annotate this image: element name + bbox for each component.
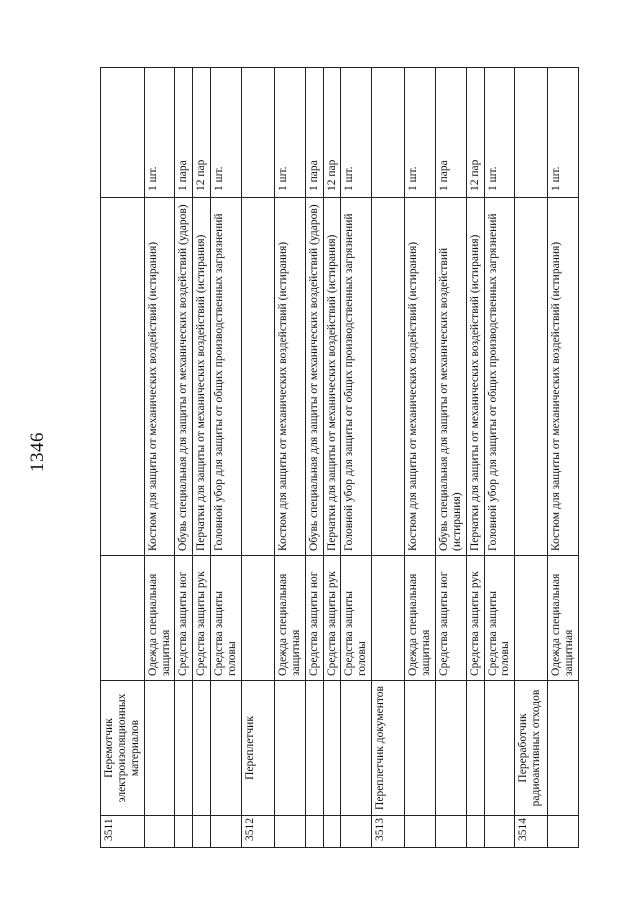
profession-code [323,816,341,848]
table-row [323,68,341,848]
table-row [193,68,211,848]
table-row [484,68,515,848]
rotated-table-wrapper [100,68,576,848]
ppe-item: Головной убор для защиты от общих производственных загрязнений [341,198,372,556]
profession-code [484,816,515,848]
table-row [405,68,436,848]
profession-name [466,681,484,816]
profession-code [435,816,466,848]
ppe-category [372,556,405,681]
table-row [466,68,484,848]
profession-name [323,681,341,816]
profession-code [175,816,193,848]
ppe-quantity: 12 пар [193,68,211,198]
profession-name: Переплетчик документов [372,681,405,816]
profession-code [466,816,484,848]
ppe-item: Головной убор для защиты от общих производственных загрязнений [484,198,515,556]
ppe-quantity: 1 шт. [211,68,242,198]
ppe-category [241,556,274,681]
ppe-item [101,198,145,556]
ppe-item: Головной убор для защиты от общих производственных загрязнений [211,198,242,556]
ppe-item: Перчатки для защиты от механических воздействий (истирания) [193,198,211,556]
profession-code [548,816,579,848]
ppe-item: Перчатки для защиты от механических воздействий (истирания) [323,198,341,556]
ppe-norms-table [100,67,579,848]
profession-name [548,681,579,816]
ppe-quantity: 1 шт. [405,68,436,198]
ppe-quantity: 1 пара [435,68,466,198]
table-row [274,68,305,848]
profession-name [193,681,211,816]
profession-code [144,816,175,848]
profession-name [274,681,305,816]
profession-code [341,816,372,848]
ppe-quantity: 1 пара [305,68,323,198]
profession-name [341,681,372,816]
profession-name [484,681,515,816]
profession-name [211,681,242,816]
profession-header-row [372,68,405,848]
profession-code: 3512 [241,816,274,848]
ppe-category: Одежда специальная защитная [274,556,305,681]
ppe-item [515,198,548,556]
profession-name [305,681,323,816]
ppe-quantity [515,68,548,198]
table-row [305,68,323,848]
table-row [211,68,242,848]
ppe-item: Перчатки для защиты от механических воздействий (истирания) [466,198,484,556]
table-row [435,68,466,848]
ppe-category: Средства защиты головы [484,556,515,681]
table-row [548,68,579,848]
ppe-category: Одежда специальная защитная [405,556,436,681]
table-body [101,68,579,848]
profession-name: Перемотчик электроизоляционных материалов [101,681,145,816]
ppe-category: Средства защиты ног [305,556,323,681]
ppe-quantity [241,68,274,198]
profession-header-row [241,68,274,848]
ppe-item: Обувь специальная для защиты от механических воздействий (истирания) [435,198,466,556]
profession-code: 3514 [515,816,548,848]
profession-header-row [101,68,145,848]
ppe-quantity: 1 шт. [548,68,579,198]
ppe-category [515,556,548,681]
profession-code [211,816,242,848]
profession-code [274,816,305,848]
profession-code [305,816,323,848]
ppe-quantity [372,68,405,198]
ppe-quantity: 12 пар [466,68,484,198]
ppe-quantity: 1 шт. [144,68,175,198]
ppe-category: Средства защиты рук [193,556,211,681]
ppe-category: Одежда специальная защитная [548,556,579,681]
page-number: 1346 [27,432,48,472]
profession-code: 3513 [372,816,405,848]
ppe-item: Костюм для защиты от механических воздействий (истирания) [274,198,305,556]
ppe-category: Средства защиты головы [211,556,242,681]
ppe-item [241,198,274,556]
ppe-category: Средства защиты ног [435,556,466,681]
ppe-quantity: 1 шт. [341,68,372,198]
ppe-item: Обувь специальная для защиты от механических воздействий (ударов) [305,198,323,556]
ppe-item: Костюм для защиты от механических воздействий (истирания) [405,198,436,556]
ppe-quantity: 1 пара [175,68,193,198]
profession-name [405,681,436,816]
ppe-quantity: 1 шт. [274,68,305,198]
ppe-quantity [101,68,145,198]
profession-code [405,816,436,848]
ppe-category: Средства защиты головы [341,556,372,681]
profession-name [435,681,466,816]
ppe-category [101,556,145,681]
ppe-category: Средства защиты рук [466,556,484,681]
profession-name [175,681,193,816]
ppe-item: Обувь специальная для защиты от механических воздействий (ударов) [175,198,193,556]
ppe-item: Костюм для защиты от механических воздействий (истирания) [548,198,579,556]
ppe-category: Средства защиты ног [175,556,193,681]
profession-name: Переплетчик [241,681,274,816]
ppe-quantity: 12 пар [323,68,341,198]
profession-header-row [515,68,548,848]
ppe-item: Костюм для защиты от механических воздействий (истирания) [144,198,175,556]
ppe-category: Одежда специальная защитная [144,556,175,681]
profession-code [193,816,211,848]
profession-code: 3511 [101,816,145,848]
table-row [175,68,193,848]
ppe-quantity: 1 шт. [484,68,515,198]
table-row [341,68,372,848]
profession-name [144,681,175,816]
ppe-item [372,198,405,556]
ppe-category: Средства защиты рук [323,556,341,681]
table-row [144,68,175,848]
profession-name: Переработчик радиоактивных отходов [515,681,548,816]
